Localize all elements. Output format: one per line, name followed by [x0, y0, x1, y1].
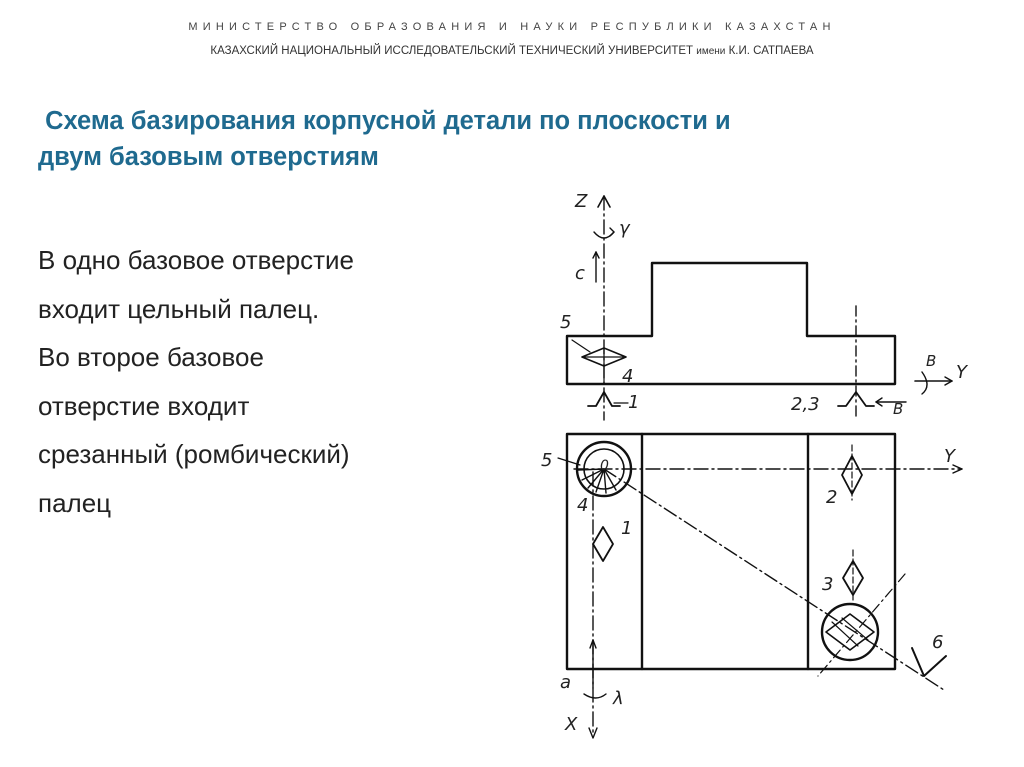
slide-title-line-2: двум базовым отверстиям — [38, 143, 379, 171]
label-zero: 0 — [600, 458, 609, 474]
label-x: X — [565, 714, 578, 735]
support-rhombus-1 — [593, 527, 613, 561]
lambda-rotation-arrow — [584, 694, 606, 698]
b-rotation-arrow — [922, 372, 927, 394]
label-b-bottom: B — [893, 400, 904, 418]
label-5-top: 5 — [560, 312, 572, 333]
label-y-bottom: Y — [944, 446, 955, 467]
label-y-top: Y — [956, 362, 967, 383]
body-line-6: палец — [38, 487, 112, 518]
body-line-3: Во второе базовое — [38, 342, 264, 372]
label-3: 3 — [822, 574, 834, 595]
label-2: 2 — [826, 487, 838, 508]
label-lambda: λ — [613, 688, 624, 709]
ministry-header: МИНИСТЕРСТВО ОБРАЗОВАНИЯ И НАУКИ РЕСПУБЛИКИ КАЗАХСТАН — [188, 21, 836, 33]
slide-title-line-1: Схема базирования корпусной детали по плоскости и — [45, 107, 731, 135]
leader-5-top — [572, 340, 590, 352]
label-a: a — [560, 672, 572, 693]
body-line-4: отверстие входит — [38, 390, 250, 421]
leader-5-bottom — [558, 458, 580, 465]
label-2-3: 2,3 — [791, 394, 820, 415]
body-line-1: В одно базовое отверстие — [38, 245, 355, 275]
label-6: 6 — [932, 632, 944, 653]
university-name-small: имени — [696, 46, 726, 57]
label-1-bottom: 1 — [621, 518, 633, 539]
label-1-top: 1 — [628, 392, 640, 413]
label-4-top: 4 — [622, 366, 634, 387]
hole-center-line — [604, 469, 944, 690]
university-name-person: К.И. САТПАЕВА — [725, 45, 814, 57]
label-b-top: B — [926, 352, 937, 370]
body-line-2: входит цельный палец. — [38, 293, 320, 324]
rhombic-pin — [826, 614, 874, 650]
body-line-5: срезанный (ромбический) — [38, 439, 350, 469]
part-profile-outline — [567, 263, 895, 384]
label-c: c — [575, 263, 585, 284]
base-hole-rhombic-pin — [822, 604, 878, 660]
label-gamma: γ — [619, 218, 630, 239]
label-z: Z — [575, 191, 588, 212]
university-name-main: КАЗАХСКИЙ НАЦИОНАЛЬНЫЙ ИССЛЕДОВАТЕЛЬСКИЙ ТЕХНИЧЕСКИЙ УНИВЕРСИТЕТ — [210, 45, 697, 57]
label-4-bottom: 4 — [577, 495, 589, 516]
label-5-bottom: 5 — [541, 450, 553, 471]
